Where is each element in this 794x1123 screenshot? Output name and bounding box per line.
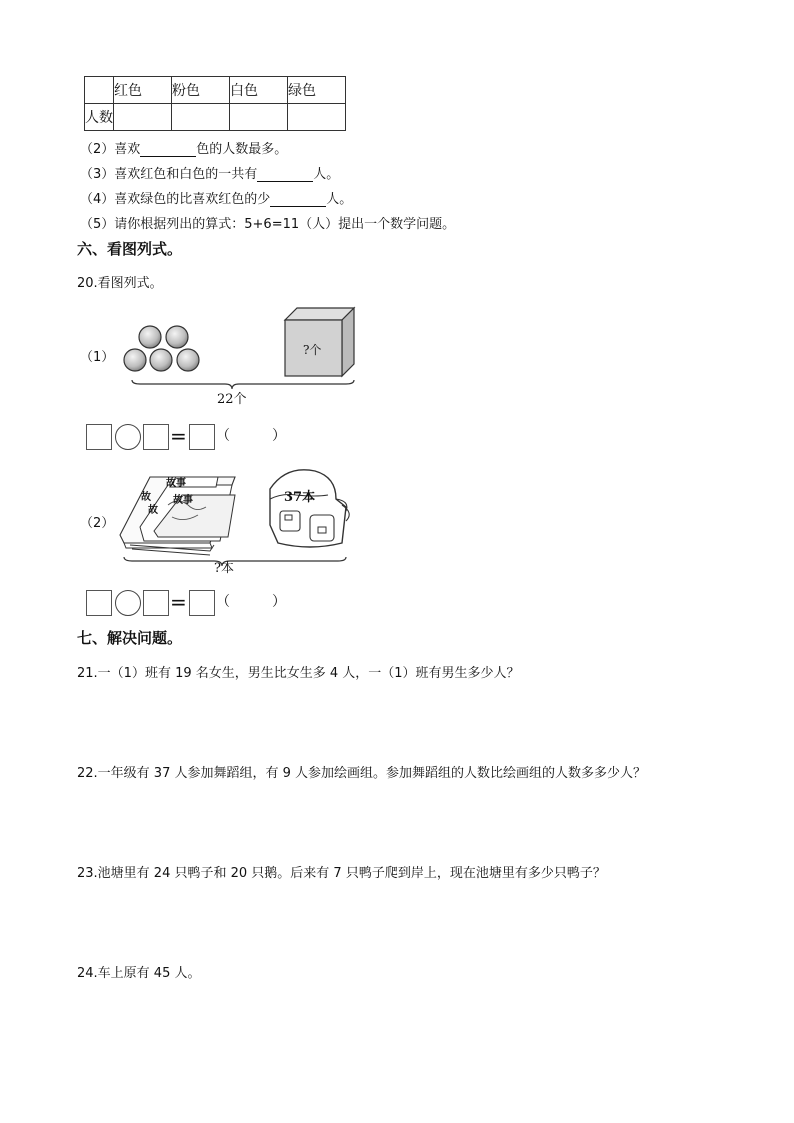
part-2-total: ?本 [214, 561, 234, 576]
q3-prefix: （3）喜欢红色和白色的一共有 [80, 167, 258, 182]
table-header-red: 红色 [114, 77, 172, 104]
table-row-label: 人数 [85, 104, 114, 131]
ball-4 [150, 349, 172, 371]
total-brace-2 [124, 557, 346, 566]
part-1-total: 22个 [217, 392, 247, 407]
eq1-operator-circle[interactable] [115, 424, 141, 450]
eq2-result-box[interactable] [189, 590, 215, 616]
question-5-2 [80, 138, 287, 157]
table-count-row [85, 104, 346, 131]
q3-answer-blank[interactable] [257, 167, 313, 182]
book-title-left: 故 [141, 492, 151, 503]
question-5-4 [80, 188, 352, 207]
ball-3 [124, 349, 146, 371]
book-title-front-left: 故 [148, 505, 158, 516]
backpack-label: 37本 [284, 490, 316, 505]
question-20: 20.看图列式。 [77, 276, 163, 291]
backpack [270, 470, 349, 547]
question-5-5: （5）请你根据列出的算式：5+6=11（人）提出一个数学问题。 [80, 217, 456, 232]
question-24: 24.车上原有 45 人。 [77, 966, 201, 981]
eq2-operator-circle[interactable] [115, 590, 141, 616]
question-22: 22.一年级有 37 人参加舞蹈组，有 9 人参加绘画组。参加舞蹈组的人数比绘画组的人数多多少人？ [77, 766, 647, 781]
question-23: 23.池塘里有 24 只鸭子和 20 只鹅。后来有 7 只鸭子爬到岸上，现在池塘里有多少只鸭子？ [77, 866, 606, 881]
q2-answer-blank[interactable] [140, 142, 196, 157]
eq2-box-2[interactable] [143, 590, 169, 616]
table-header-pink: 粉色 [172, 77, 230, 104]
color-count-table [84, 76, 346, 131]
table-blank-green[interactable] [288, 104, 346, 131]
eq1-equals: = [170, 424, 187, 448]
ball-2 [166, 326, 188, 348]
table-header-row [85, 77, 346, 104]
table-corner-cell [85, 77, 114, 104]
part-2-label: （2） [80, 516, 115, 531]
ball-5 [177, 349, 199, 371]
section-7-title: 七、解决问题。 [77, 629, 183, 647]
part-2-diagram [110, 465, 355, 570]
book-title-top: 故事 [166, 478, 186, 489]
part-1-label: （1） [80, 350, 115, 365]
eq2-equals: = [170, 590, 187, 614]
question-5-3 [80, 163, 339, 182]
section-6-title: 六、看图列式。 [77, 240, 183, 258]
ball-1 [139, 326, 161, 348]
q4-suffix: 人。 [326, 192, 353, 207]
q4-prefix: （4）喜欢绿色的比喜欢红色的少 [80, 192, 271, 207]
q3-suffix: 人。 [313, 167, 340, 182]
eq2-unit-paren: （ ） [216, 594, 286, 610]
eq1-box-1[interactable] [86, 424, 112, 450]
table-blank-red[interactable] [114, 104, 172, 131]
book-title-front: 故事 [173, 495, 193, 506]
table-header-green: 绿色 [288, 77, 346, 104]
q4-answer-blank[interactable] [270, 192, 326, 207]
table-blank-pink[interactable] [172, 104, 230, 131]
eq1-box-2[interactable] [143, 424, 169, 450]
balls-group [124, 326, 199, 371]
cube-label: ?个 [303, 343, 322, 357]
table-header-white: 白色 [230, 77, 288, 104]
eq2-box-1[interactable] [86, 590, 112, 616]
eq1-result-box[interactable] [189, 424, 215, 450]
table-blank-white[interactable] [230, 104, 288, 131]
question-21: 21.一（1）班有 19 名女生，男生比女生多 4 人，一（1）班有男生多少人？ [77, 666, 520, 681]
q2-suffix: 色的人数最多。 [196, 142, 288, 157]
q2-prefix: （2）喜欢 [80, 142, 141, 157]
eq1-unit-paren: （ ） [216, 428, 286, 444]
